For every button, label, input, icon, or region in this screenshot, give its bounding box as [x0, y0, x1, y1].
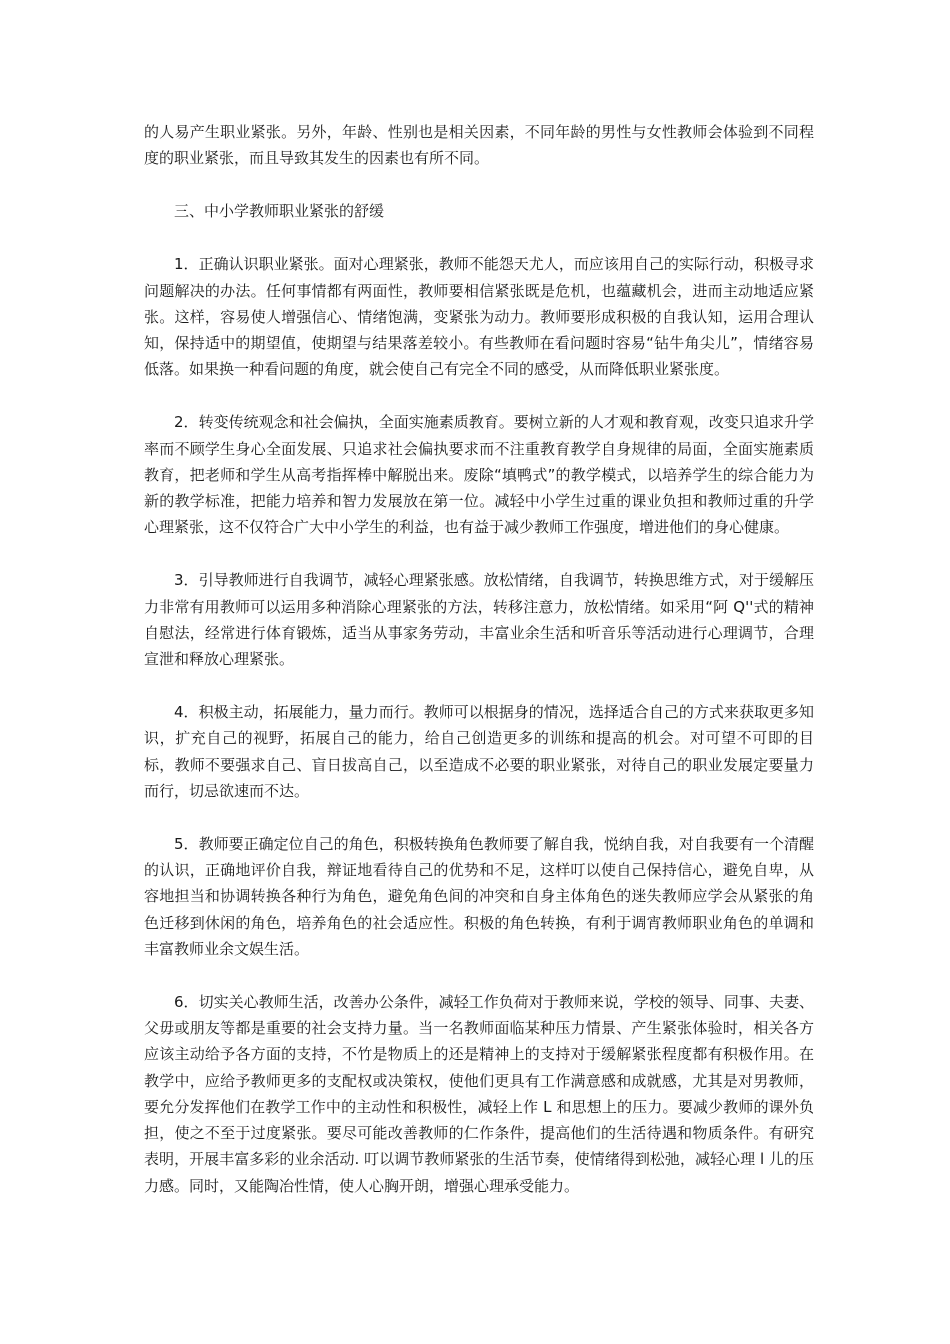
document-page	[144, 119, 814, 1199]
paragraph-1: 1．正确认识职业紧张。面对心理紧张，教师不能怨天尤人，而应该用自己的实际行动，积极寻求问题解决的办法。任何事情都有两面性，教师要相信紧张既是危机，也蕴藏机会，进而主动地适应紧张。这样，容易使人增强信心、情绪饱满，变紧张为动力。教师要形成积极的自我认知，运用合理认知，保持适中的期望值，使期望与结果落差较小。有些教师在看问题时容易“钻牛角尖儿”，情绪容易低落。如果换一种看问题的角度，就会使自己有完全不同的感受，从而降低职业紧张度。	[144, 255, 814, 379]
paragraph-2: 2．转变传统观念和社会偏执，全面实施素质教育。要树立新的人才观和教育观，改变只追求升学率而不顾学生身心全面发展、只追求社会偏执要求而不注重教育教学自身规律的局面，全面实施素质教育，把老师和学生从高考指挥棒中解脱出来。废除“填鸭式”的教学模式，以培养学生的综合能力为新的教学标准，把能力培养和智力发展放在第一位。减轻中小学生过重的课业负担和教师过重的升学心理紧张，这不仅符合广大中小学生的利益，也有益于减少教师工作强度，增进他们的身心健康。	[144, 413, 814, 537]
section-heading: 三、中小学教师职业紧张的舒缓	[174, 202, 385, 221]
paragraph-4: 4．积极主动，拓展能力，量力而行。教师可以根据身的情况，选择适合自己的方式来获取更多知识，扩充自己的视野，拓展自己的能力，给自己创造更多的训练和提高的机会。对可望不可即的目标，教师不要强求自己、盲日拔高自己，以至造成不必要的职业紧张，对待自己的职业发展定要量力而行，切忌欲速而不达。	[144, 703, 814, 800]
paragraph-6: 6．切实关心教师生活，改善办公条件，减轻工作负荷对于教师来说，学校的领导、同事、夫妻、父毋或朋友等都是重要的社会支持力量。当一名教师面临某种压力情景、产生紧张体验时，相关各方应该主动给予各方面的支持，不竹是物质上的还是精神上的支持对于缓解紧张程度都有积极作用。在教学中，应给予教师更多的支配权或决策权，使他们更具有工作满意感和成就感，尤其是对男教师，要允分发挥他们在教学工作中的主动性和积极性，减轻上作 L 和思想上的压力。要减少教师的课外负担，使之不至于过度紧张。要尽可能改善教师的仁作条件，提高他们的生活待遇和物质条件。有研究表明，开展丰富多彩的业余活动. 叮以调节教师紧张的生活节奏，使情绪得到松弛，减轻心理 l 儿的压力感。同时，又能陶冶性情，使人心胸开朗，增强心理承受能力。	[144, 993, 814, 1195]
intro-paragraph: 的人易产生职业紧张。另外，年龄、性别也是相关因素，不同年龄的男性与女性教师会体验到不同程度的职业紧张，而且导致其发生的因素也有所不同。	[144, 123, 814, 168]
paragraph-3: 3．引导教师进行自我调节，减轻心理紧张感。放松情绪，自我调节，转换思维方式，对于缓解压力非常有用教师可以运用多种消除心理紧张的方法，转移注意力，放松情绪。如采用“阿 Q''式的精神自慰法，经常进行体育锻炼，适当从事家务劳动，丰富业余生活和听音乐等活动进行心理调节，合理宣泄和释放心理紧张。	[144, 571, 814, 669]
paragraph-5: 5．教师要正确定位自己的角色，积极转换角色教师要了解自我，悦纳自我，对自我要有一个清醒的认识，正确地评价自我，辩证地看待自己的优势和不足，这样叮以使自己保持信心，避免自卑，从容地担当和协调转换各种行为角色，避免角色间的冲突和自身主体角色的迷失教师应学会从紧张的角色迁移到休闲的角色，培养角色的社会适应性。积极的角色转换，有利于调宵教师职业角色的单调和丰富教师业余文娱生活。	[144, 835, 814, 958]
